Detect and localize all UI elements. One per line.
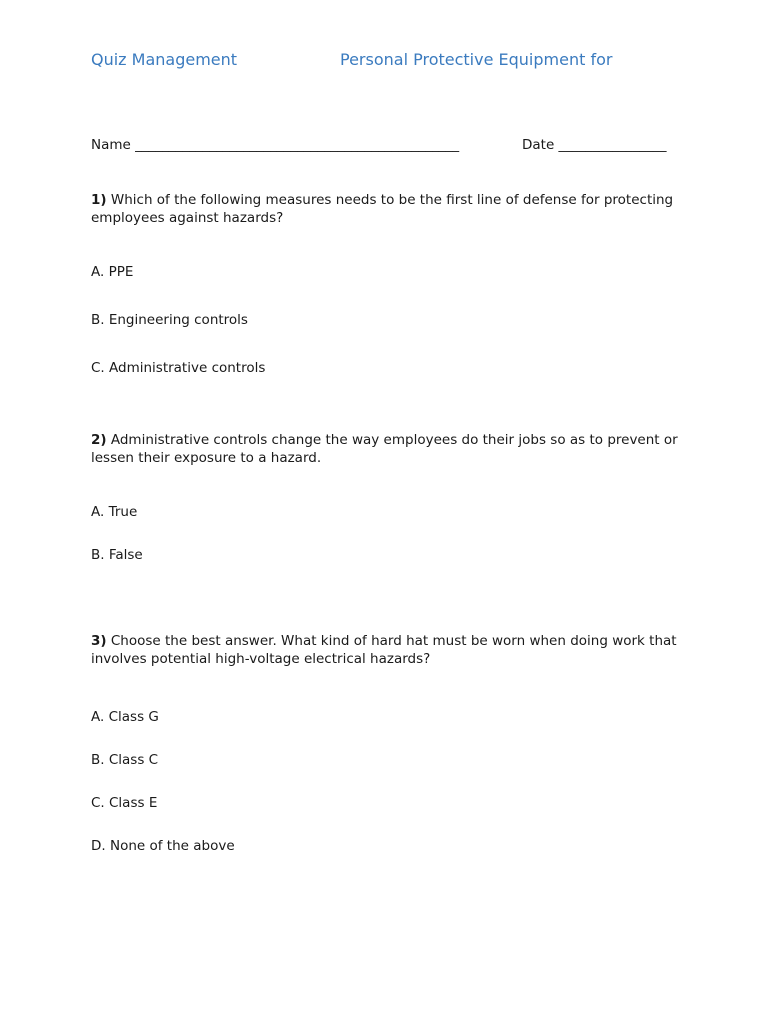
question-3-option-c: C. Class E [91,795,158,811]
name-field: Name ________________________________________________ [91,137,460,153]
question-2-option-b: B. False [91,547,143,563]
question-1-option-b: B. Engineering controls [91,312,248,328]
question-3-option-b: B. Class C [91,752,159,768]
question-3-option-d: D. None of the above [91,838,235,854]
date-field: Date ________________ [522,137,667,153]
question-text: Administrative controls change the way employees do their jobs so as to prevent or lessen their exposure to a hazard. [91,432,678,466]
question-text: Which of the following measures needs to be the first line of defense for protecting employees against hazards? [91,192,674,226]
question-1-option-a: A. PPE [91,264,134,280]
question-2-option-a: A. True [91,504,138,520]
question-number: 3) [91,633,107,649]
question-1-option-c: C. Administrative controls [91,360,266,376]
question-1 [91,192,691,227]
document-title: Quiz Management [91,50,238,69]
question-text: Choose the best answer. What kind of hard hat must be worn when doing work that involves potential high-voltage electrical hazards? [91,633,677,667]
question-3 [91,633,691,668]
document-subtitle: Personal Protective Equipment for [340,50,613,69]
question-number: 1) [91,192,107,208]
question-number: 2) [91,432,107,448]
question-3-option-a: A. Class G [91,709,159,725]
question-2 [91,432,691,467]
